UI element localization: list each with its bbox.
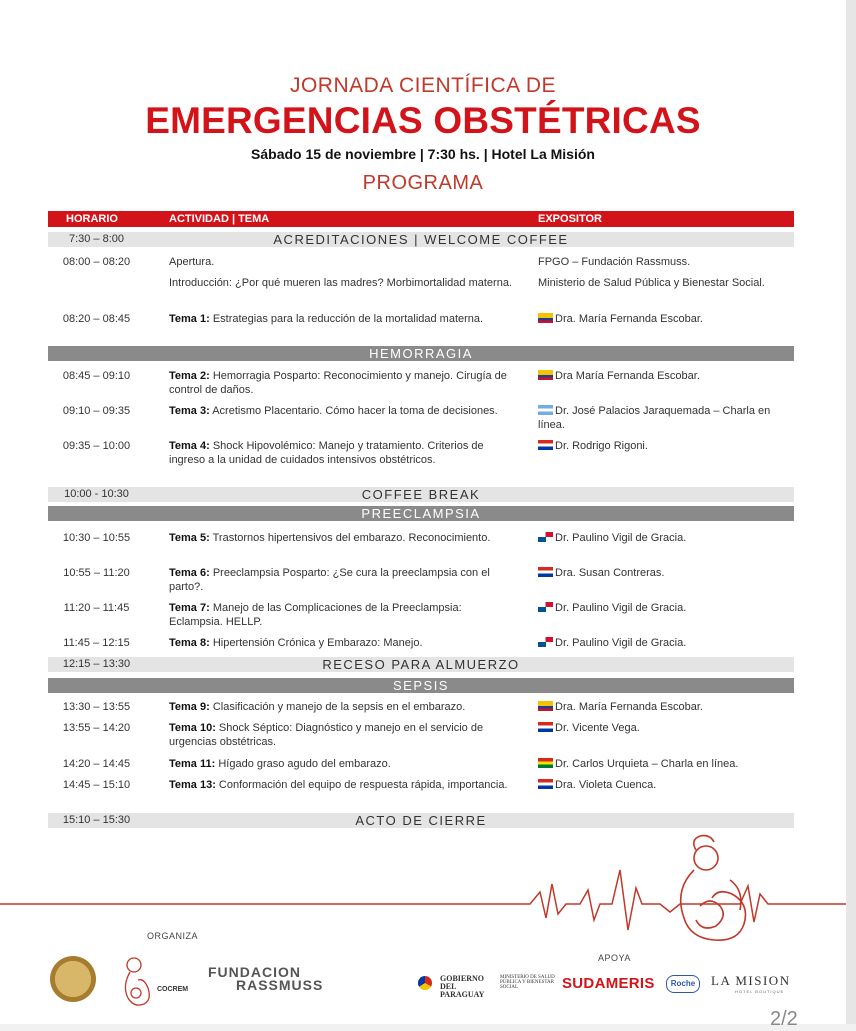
row-speaker: Dra. Violeta Cuenca.	[538, 778, 783, 792]
paraguay-flag-icon	[538, 779, 553, 789]
col-actividad: ACTIVIDAD | TEMA	[169, 213, 270, 225]
bar-time: 15:10 – 15:30	[62, 814, 131, 826]
row-time: 13:55 – 14:20	[62, 722, 131, 734]
gobierno-text: GOBIERNO DEL PARAGUAY	[440, 974, 485, 999]
bar-label: COFFEE BREAK	[361, 487, 481, 502]
heartbeat-line-icon	[0, 830, 846, 950]
row-activity: Tema 13: Conformación del equipo de respuesta rápida, importancia.	[169, 779, 508, 791]
row-activity: Tema 2: Hemorragia Posparto: Reconocimiento y manejo. Cirugía de control de daños.	[169, 370, 507, 396]
la-mision-subtitle: HOTEL BOUTIQUE	[735, 989, 785, 994]
row-activity: Tema 10: Shock Séptico: Diagnóstico y manejo en el servicio de urgencias obstétricas.	[169, 722, 484, 748]
cocrem-text: COCREM	[157, 986, 189, 993]
paraguay-government-icon	[418, 976, 432, 990]
event-subtitle: JORNADA CIENTÍFICA DE	[289, 74, 557, 97]
rassmuss-text: RASSMUSS	[236, 977, 324, 993]
viewer-edge	[846, 0, 856, 1024]
row-time: 10:55 – 11:20	[63, 567, 130, 579]
row-time: 08:00 – 08:20	[62, 256, 131, 268]
row-time: 10:30 – 10:55	[62, 532, 131, 544]
section-label: SEPSIS	[393, 678, 449, 693]
row-activity: Tema 5: Trastornos hipertensivos del embarazo. Reconocimiento.	[169, 532, 491, 544]
row-activity: Tema 9: Clasificación y manejo de la sepsis en el embarazo.	[169, 701, 466, 713]
bar-coffee-break	[48, 487, 794, 502]
sudameris-logo: SUDAMERIS	[562, 975, 655, 992]
row-speaker: FPGO – Fundación Rassmuss.	[538, 256, 691, 268]
paraguay-flag-icon	[538, 440, 553, 450]
bar-almuerzo	[48, 657, 794, 672]
society-seal-logo	[50, 956, 96, 1002]
row-time: 13:30 – 13:55	[62, 701, 131, 713]
section-preeclampsia	[48, 506, 794, 521]
fundacion-rassmuss-logo	[208, 966, 323, 992]
bar-time: 7:30 – 8:00	[68, 233, 125, 245]
row-activity: Tema 1: Estrategias para la reducción de la mortalidad materna.	[169, 313, 484, 325]
la-mision-logo: LA MISION	[711, 973, 791, 988]
fundacion-text: FUNDACION	[208, 964, 301, 980]
section-label: PREECLAMPSIA	[361, 506, 481, 521]
row-time: 08:45 – 09:10	[62, 370, 131, 382]
row-speaker: Dra María Fernanda Escobar.	[538, 369, 783, 383]
row-activity: Tema 3: Acretismo Placentario. Cómo hacer la toma de decisiones.	[169, 405, 498, 417]
organiza-label: ORGANIZA	[147, 931, 199, 941]
section-sepsis	[48, 678, 794, 693]
row-time: 09:35 – 10:00	[62, 440, 131, 452]
colombia-flag-icon	[538, 370, 553, 380]
row-speaker: Dra. María Fernanda Escobar.	[538, 312, 783, 326]
row-speaker: Dr. Rodrigo Rigoni.	[538, 439, 783, 453]
bar-label: ACTO DE CIERRE	[355, 813, 487, 828]
bar-time: 10:00 - 10:30	[64, 488, 129, 500]
row-activity: Introducción: ¿Por qué mueren las madres? Morbimortalidad materna.	[169, 277, 512, 289]
panama-flag-icon	[538, 602, 553, 612]
argentina-flag-icon	[538, 405, 553, 415]
col-expositor: EXPOSITOR	[538, 213, 602, 225]
row-activity: Tema 11: Hígado graso agudo del embarazo.	[169, 758, 391, 770]
paraguay-flag-icon	[538, 722, 553, 732]
event-title: EMERGENCIAS OBSTÉTRICAS	[145, 100, 701, 141]
row-time: 09:10 – 09:35	[62, 405, 131, 417]
row-activity: Tema 8: Hipertensión Crónica y Embarazo: Manejo.	[169, 637, 423, 649]
ministerio-text: MINISTERIO DE SALUD PÚBLICA Y BIENESTAR SOCIAL	[500, 975, 555, 990]
row-speaker: Dr. Paulino Vigil de Gracia.	[538, 636, 783, 650]
row-activity: Tema 7: Manejo de las Complicaciones de la Preeclampsia: Eclampsia. HELLP.	[169, 602, 462, 628]
section-hemorragia	[48, 346, 794, 361]
bar-label: RECESO PARA ALMUERZO	[322, 657, 520, 672]
table-header	[48, 211, 794, 227]
panama-flag-icon	[538, 532, 553, 542]
row-activity: Tema 4: Shock Hipovolémico: Manejo y tratamiento. Criterios de ingreso a la unidad de cuidados intensivos obstétricos.	[169, 440, 484, 466]
bar-label: ACREDITACIONES | WELCOME COFFEE	[273, 232, 569, 247]
event-date-location: Sábado 15 de noviembre | 7:30 hs. | Hotel La Misión	[251, 146, 595, 162]
section-label: HEMORRAGIA	[369, 346, 473, 361]
row-activity: Apertura.	[169, 256, 215, 268]
row-activity: Tema 6: Preeclampsia Posparto: ¿Se cura la preeclampsia con el parto?.	[169, 567, 490, 593]
bar-time: 12:15 – 13:30	[62, 658, 131, 670]
bolivia-flag-icon	[538, 758, 553, 768]
roche-logo: Roche	[666, 975, 700, 993]
row-speaker: Dr. Carlos Urquieta – Charla en línea.	[538, 757, 783, 771]
col-horario: HORARIO	[66, 213, 118, 225]
row-speaker: Dr. José Palacios Jaraquemada – Charla en línea.	[538, 405, 771, 431]
panama-flag-icon	[538, 637, 553, 647]
colombia-flag-icon	[538, 701, 553, 711]
row-speaker: Ministerio de Salud Pública y Bienestar Social.	[538, 277, 765, 289]
bar-acreditaciones	[48, 232, 794, 247]
row-speaker: Dra. Susan Contreras.	[538, 566, 783, 580]
bar-cierre	[48, 813, 794, 828]
mother-baby-illustration	[681, 836, 746, 941]
row-speaker: Dr. Paulino Vigil de Gracia.	[538, 601, 783, 615]
program-heading: PROGRAMA	[362, 172, 484, 194]
page-indicator: 2/2	[770, 1008, 798, 1030]
row-speaker: Dr. Paulino Vigil de Gracia.	[538, 531, 783, 545]
row-speaker: Dra. María Fernanda Escobar.	[538, 700, 783, 714]
apoya-label: APOYA	[598, 953, 631, 963]
row-time: 14:45 – 15:10	[62, 779, 131, 791]
cocrem-logo-icon	[120, 953, 200, 1008]
row-time: 11:20 – 11:45	[63, 602, 130, 614]
row-time: 14:20 – 14:45	[62, 758, 131, 770]
row-time: 08:20 – 08:45	[62, 313, 131, 325]
colombia-flag-icon	[538, 313, 553, 323]
row-time: 11:45 – 12:15	[63, 637, 130, 649]
row-speaker: Dr. Vicente Vega.	[538, 721, 783, 735]
paraguay-flag-icon	[538, 567, 553, 577]
